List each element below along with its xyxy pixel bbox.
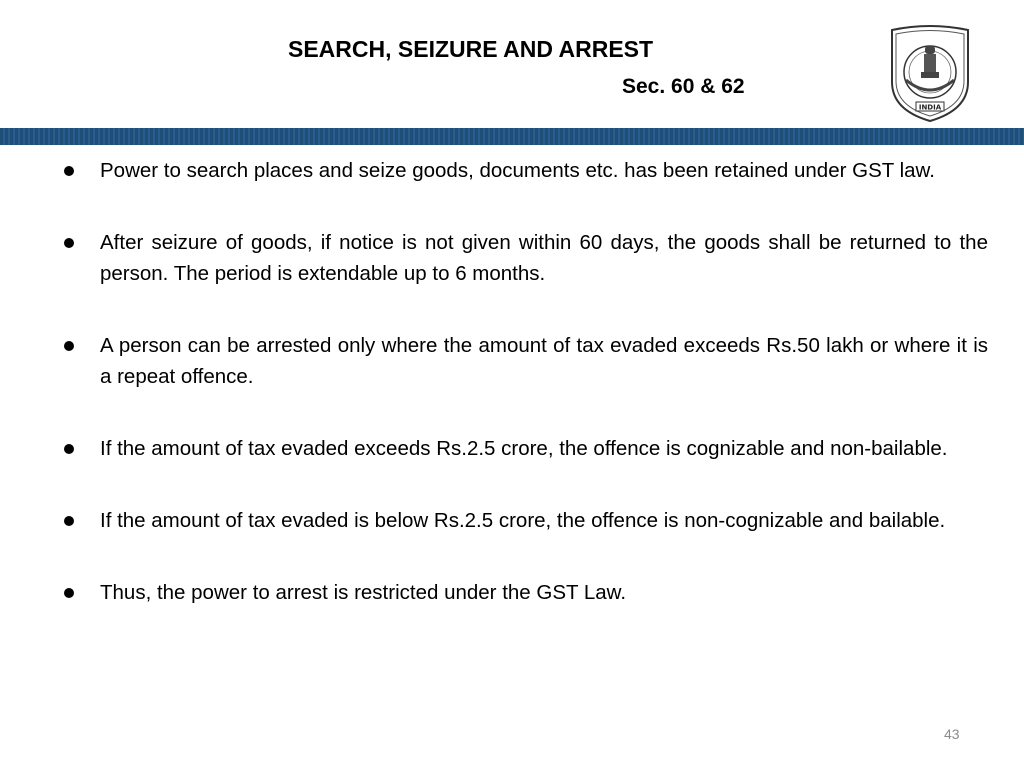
page-number: 43 <box>944 726 960 742</box>
bullet-dot-icon <box>64 444 74 454</box>
list-item <box>60 227 988 289</box>
list-item <box>60 505 988 536</box>
bullet-text: Thus, the power to arrest is restricted under the GST Law. <box>100 581 627 604</box>
bullet-text: If the amount of tax evaded is below Rs.2.5 crore, the offence is non-cognizable and bailable. <box>100 509 946 532</box>
list-item <box>60 155 988 186</box>
bullet-text: Power to search places and seize goods, documents etc. has been retained under GST law. <box>100 159 935 182</box>
emblem-logo <box>888 24 972 124</box>
bullet-dot-icon <box>64 341 74 351</box>
list-item <box>60 330 988 392</box>
header-band <box>0 128 1024 145</box>
bullet-list <box>60 155 988 608</box>
slide-subtitle: Sec. 60 & 62 <box>622 75 745 98</box>
bullet-text: A person can be arrested only where the amount of tax evaded exceeds Rs.50 lakh or where it is a repeat offence. <box>100 334 988 388</box>
slide-title: SEARCH, SEIZURE AND ARREST <box>288 36 654 62</box>
bullet-dot-icon <box>64 588 74 598</box>
bullet-dot-icon <box>64 516 74 526</box>
list-item <box>60 577 988 608</box>
emblem-label: INDIA <box>918 103 942 112</box>
bullet-text: If the amount of tax evaded exceeds Rs.2.5 crore, the offence is cognizable and non-bailable. <box>100 437 948 460</box>
list-item <box>60 433 988 464</box>
bullet-dot-icon <box>64 238 74 248</box>
bullet-dot-icon <box>64 166 74 176</box>
bullet-text: After seizure of goods, if notice is not given within 60 days, the goods shall be returned to the person. The period is extendable up to 6 months. <box>100 231 988 285</box>
